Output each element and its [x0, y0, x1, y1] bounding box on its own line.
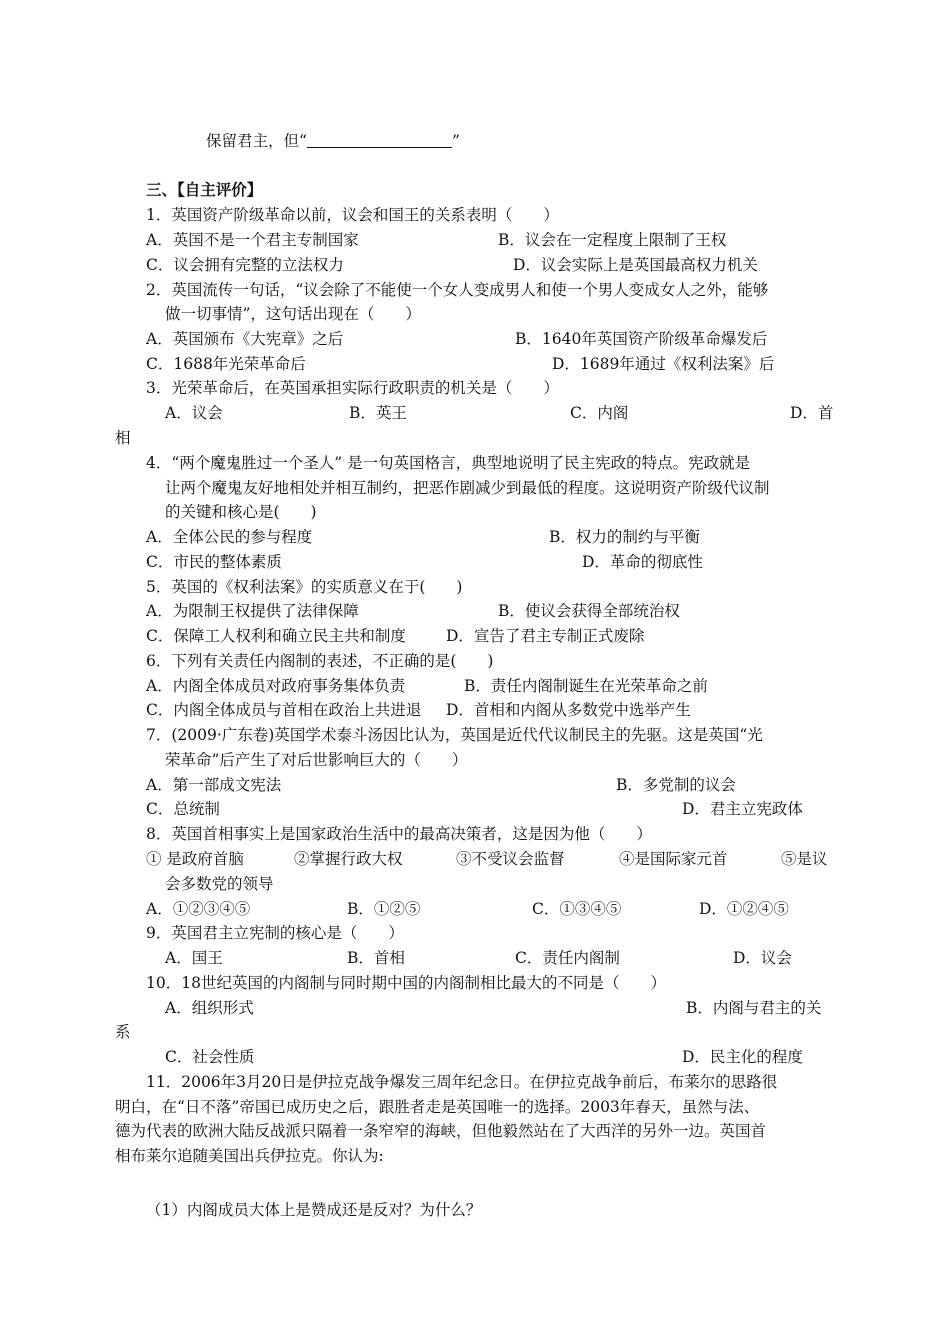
q2-option-a: A．英国颁布《大宪章》之后: [146, 330, 344, 348]
q8-option-c: C．①③④⑤: [532, 900, 622, 918]
q5-option-d: D．宣告了君主专制正式废除: [446, 627, 645, 645]
q8-item-5-wrap: 会多数党的领导: [165, 875, 274, 893]
q9-option-a: A．国王: [165, 949, 223, 967]
intro-line: [206, 131, 460, 151]
q9-option-c: C．责任内阁制: [515, 949, 620, 967]
q3-option-c: C．内阁: [570, 404, 629, 422]
question-9: 9．英国君主立宪制的核心是（ ）: [146, 924, 404, 942]
q6-option-d: D．首相和内阁从多数党中选举产生: [446, 701, 691, 719]
q9-option-d: D．议会: [733, 949, 792, 967]
q1-option-a: A．英国不是一个君主专制国家: [146, 231, 359, 249]
q4-option-d: D．革命的彻底性: [582, 553, 703, 571]
q5-option-a: A．为限制王权提供了法律保障: [146, 602, 359, 620]
q2-option-d: D．1689年通过《权利法案》后: [552, 355, 775, 373]
open-quote: “: [299, 132, 307, 150]
q6-option-b: B．责任内阁制诞生在光荣革命之前: [464, 677, 708, 695]
q9-option-b: B．首相: [347, 949, 405, 967]
q3-option-b: B．英王: [349, 404, 407, 422]
q10-option-a: A．组织形式: [165, 999, 254, 1017]
close-quote: ”: [451, 132, 460, 150]
question-7-line-1: 7．(2009·广东卷)英国学术泰斗汤因比认为，英国是近代代议制民主的先驱。这是英国“光: [146, 726, 763, 744]
question-6: 6．下列有关责任内阁制的表述，不正确的是( ): [146, 652, 494, 670]
q8-option-d: D．①②④⑤: [699, 900, 789, 918]
fill-blank[interactable]: [307, 131, 452, 148]
q7-option-d: D．君主立宪政体: [682, 800, 803, 818]
q7-option-c: C．总统制: [146, 800, 220, 818]
question-11-line-1: 11．2006年3月20日是伊拉克战争爆发三周年纪念日。在伊拉克战争前后，布莱尔的思路很: [146, 1073, 778, 1091]
q2-option-c: C．1688年光荣革命后: [146, 355, 306, 373]
q2-option-b: B．1640年英国资产阶级革命爆发后: [515, 330, 768, 348]
question-2-line-1: 2．英国流传一句话，“议会除了不能使一个女人变成男人和使一个男人变成女人之外，能够: [146, 281, 769, 299]
q1-option-b: B．议会在一定程度上限制了王权: [498, 231, 727, 249]
q3-option-d: D．首: [790, 404, 834, 422]
q10-option-b-wrap: 系: [115, 1023, 131, 1041]
q6-option-a: A．内阁全体成员对政府事务集体负责: [146, 677, 406, 695]
q8-item-1: ① 是政府首脑: [146, 850, 244, 868]
q7-option-a: A．第一部成文宪法: [146, 776, 282, 794]
q8-item-2: ②掌握行政大权: [294, 850, 403, 868]
q8-option-a: A．①②③④⑤: [146, 900, 251, 918]
question-1: 1．英国资产阶级革命以前，议会和国王的关系表明（ ）: [146, 206, 559, 224]
question-4-line-1: 4．“两个魔鬼胜过一个圣人” 是一句英国格言，典型地说明了民主宪政的特点。宪政就是: [146, 454, 751, 472]
section-title: 三、【自主评价】: [146, 180, 263, 199]
question-8: 8．英国首相事实上是国家政治生活中的最高决策者，这是因为他（ ）: [146, 825, 652, 843]
question-2-line-2: 做一切事情”，这句话出现在（ ）: [165, 305, 421, 323]
q8-option-b: B．①②⑤: [347, 900, 421, 918]
q4-option-b: B．权力的制约与平衡: [549, 528, 700, 546]
q3-option-d-wrap: 相: [115, 429, 131, 447]
q5-option-b: B．使议会获得全部统治权: [498, 602, 680, 620]
question-11-line-2: 明白，在“日不落”帝国已成历史之后，跟胜者走是英国唯一的选择。2003年春天，虽然与法、: [115, 1098, 760, 1116]
q10-option-b: B．内阁与君主的关: [686, 999, 822, 1017]
question-5: 5．英国的《权利法案》的实质意义在于( ): [146, 578, 463, 596]
q5-option-c: C．保障工人权利和确立民主共和制度: [146, 627, 406, 645]
q8-item-4: ④是国际家元首: [619, 850, 728, 868]
q4-option-a: A．全体公民的参与程度: [146, 528, 313, 546]
q7-option-b: B．多党制的议会: [616, 776, 736, 794]
intro-text: 保留君主，但: [206, 132, 300, 150]
question-10: 10．18世纪英国的内阁制与同时期中国的内阁制相比最大的不同是（ ）: [146, 974, 666, 992]
question-7-line-2: 荣革命”后产生了对后世影响巨大的（ ）: [165, 751, 468, 769]
q8-item-3: ③不受议会监督: [456, 850, 565, 868]
q1-option-d: D．议会实际上是英国最高权力机关: [513, 256, 758, 274]
q3-option-a: A．议会: [165, 404, 223, 422]
question-4-line-2: 让两个魔鬼友好地相处并相互制约，把恶作剧减少到最低的程度。这说明资产阶级代议制: [165, 479, 770, 497]
question-4-line-3: 的关键和核心是( ): [165, 503, 317, 521]
q4-option-c: C．市民的整体素质: [146, 553, 282, 571]
question-11-sub-1: （1）内阁成员大体上是赞成还是反对？为什么？: [146, 1201, 482, 1219]
question-3: 3．光荣革命后，在英国承担实际行政职责的机关是（ ）: [146, 379, 559, 397]
q6-option-c: C．内阁全体成员与首相在政治上共进退: [146, 701, 422, 719]
q10-option-c: C．社会性质: [165, 1048, 255, 1066]
q10-option-d: D．民主化的程度: [682, 1048, 803, 1066]
question-11-line-3: 德为代表的欧洲大陆反战派只隔着一条窄窄的海峡，但他毅然站在了大西洋的另外一边。英国首: [115, 1122, 767, 1140]
q8-item-5: ⑤是议: [781, 850, 828, 868]
q1-option-c: C．议会拥有完整的立法权力: [146, 256, 344, 274]
question-11-line-4: 相布莱尔追随美国出兵伊拉克。你认为:: [115, 1147, 384, 1165]
